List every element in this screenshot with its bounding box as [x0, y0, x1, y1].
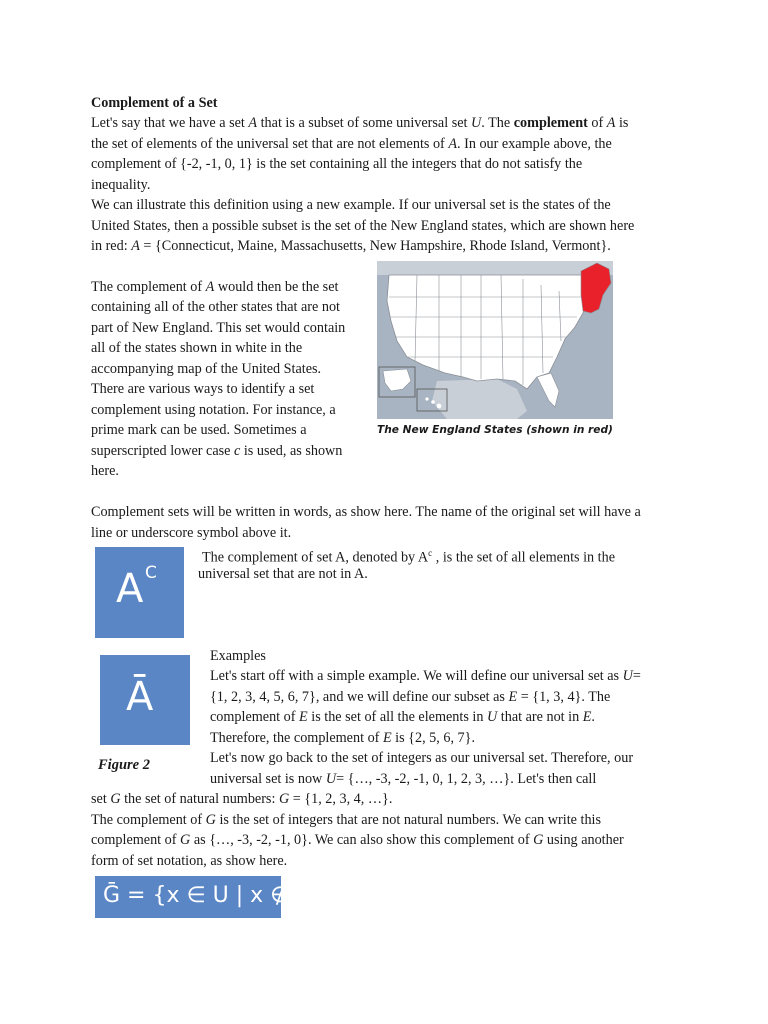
- paragraph-3-line-1: The complement of A would then be the set: [91, 279, 339, 295]
- us-map-image: [377, 261, 613, 419]
- paragraph-3-line-3: part of New England. This set would contain: [91, 320, 346, 336]
- paragraph-1-line-3: complement of {-2, -1, 0, 1} is the set containing all the integers that do not satisfy the: [91, 156, 583, 172]
- paragraph-1-line-4: inequality.: [91, 177, 151, 193]
- paragraph-3-line-10: here.: [91, 463, 119, 479]
- complement-base-letter: A: [116, 566, 144, 612]
- definition-line-1: The complement of set A, denoted by $A^c$ , is the set of all elements in the: [202, 548, 615, 566]
- paragraph-3-line-2: containing all of the other states that are not: [91, 299, 340, 315]
- paragraph-1-line-2: the set of elements of the universal set that are not elements of A. In our example above, the: [91, 136, 612, 152]
- examples-line-4: Therefore, the complement of E is {2, 5, 6, 7}.: [210, 730, 475, 746]
- paragraph-1-line-1: Let's say that we have a set A that is a subset of some universal set U. The complement of A is: [91, 115, 629, 131]
- examples-line-9: complement of G as {…, -3, -2, -1, 0}. We can also show this complement of G using another: [91, 832, 624, 848]
- paragraph-2-line-3: in red: A = {Connecticut, Maine, Massachusetts, New Hampshire, Rhode Island, Vermont}.: [91, 238, 611, 254]
- examples-line-5: Let's now go back to the set of integers as our universal set. Therefore, our: [210, 750, 634, 766]
- definition-line-2: universal set that are not in A.: [198, 566, 368, 582]
- us-map-svg: [377, 261, 613, 419]
- new-england-region: [581, 263, 611, 313]
- overline-notation-box: [100, 655, 190, 745]
- complement-superscript: C: [145, 563, 157, 583]
- figure-label: Figure 2: [98, 757, 150, 773]
- paragraph-2-line-2: United States, then a possible subset is the set of the New England states, which are shown here: [91, 218, 635, 234]
- set-builder-formula-box: [95, 876, 328, 918]
- paragraph-3-line-4: all of the states shown in white in the: [91, 340, 303, 356]
- paragraph-3-line-9: superscripted lower case c is used, as shown: [91, 443, 343, 459]
- examples-line-7: set G the set of natural numbers: G = {1, 2, 3, 4, …}.: [91, 791, 393, 807]
- paragraph-3-line-7: complement using notation. For instance, a: [91, 402, 336, 418]
- set-builder-formula: Ḡ = {x ∈ U | x ∉ G}: [103, 883, 328, 908]
- examples-line-10: form of set notation, as show here.: [91, 853, 288, 869]
- paragraph-3-line-6: There are various ways to identify a set: [91, 381, 315, 397]
- paragraph-3-line-5: accompanying map of the United States.: [91, 361, 322, 377]
- examples-line-8: The complement of G is the set of integers that are not natural numbers. We can write this: [91, 812, 601, 828]
- paragraph-4-line-2: line or underscore symbol above it.: [91, 525, 292, 541]
- paragraph-3-line-8: prime mark can be used. Sometimes a: [91, 422, 307, 438]
- complement-notation-box: [95, 547, 184, 638]
- examples-line-2: {1, 2, 3, 4, 5, 6, 7}, and we will define our subset as E = {1, 3, 4}. The: [210, 689, 611, 705]
- page-title: Complement of a Set: [91, 95, 218, 111]
- examples-line-6: universal set is now U= {…, -3, -2, -1, 0, 1, 2, 3, …}. Let's then call: [210, 771, 597, 787]
- paragraph-4-line-1: Complement sets will be written in words, as show here. The name of the original set will have a: [91, 504, 641, 520]
- examples-line-1: Let's start off with a simple example. We will define our universal set as U=: [210, 668, 641, 684]
- examples-line-3: complement of E is the set of all the elements in U that are not in E.: [210, 709, 595, 725]
- map-caption: The New England States (shown in red): [377, 424, 613, 436]
- paragraph-2-line-1: We can illustrate this definition using a new example. If our universal set is the states of the: [91, 197, 611, 213]
- examples-heading: Examples: [210, 648, 266, 664]
- overline-a-symbol: Ā: [126, 674, 154, 720]
